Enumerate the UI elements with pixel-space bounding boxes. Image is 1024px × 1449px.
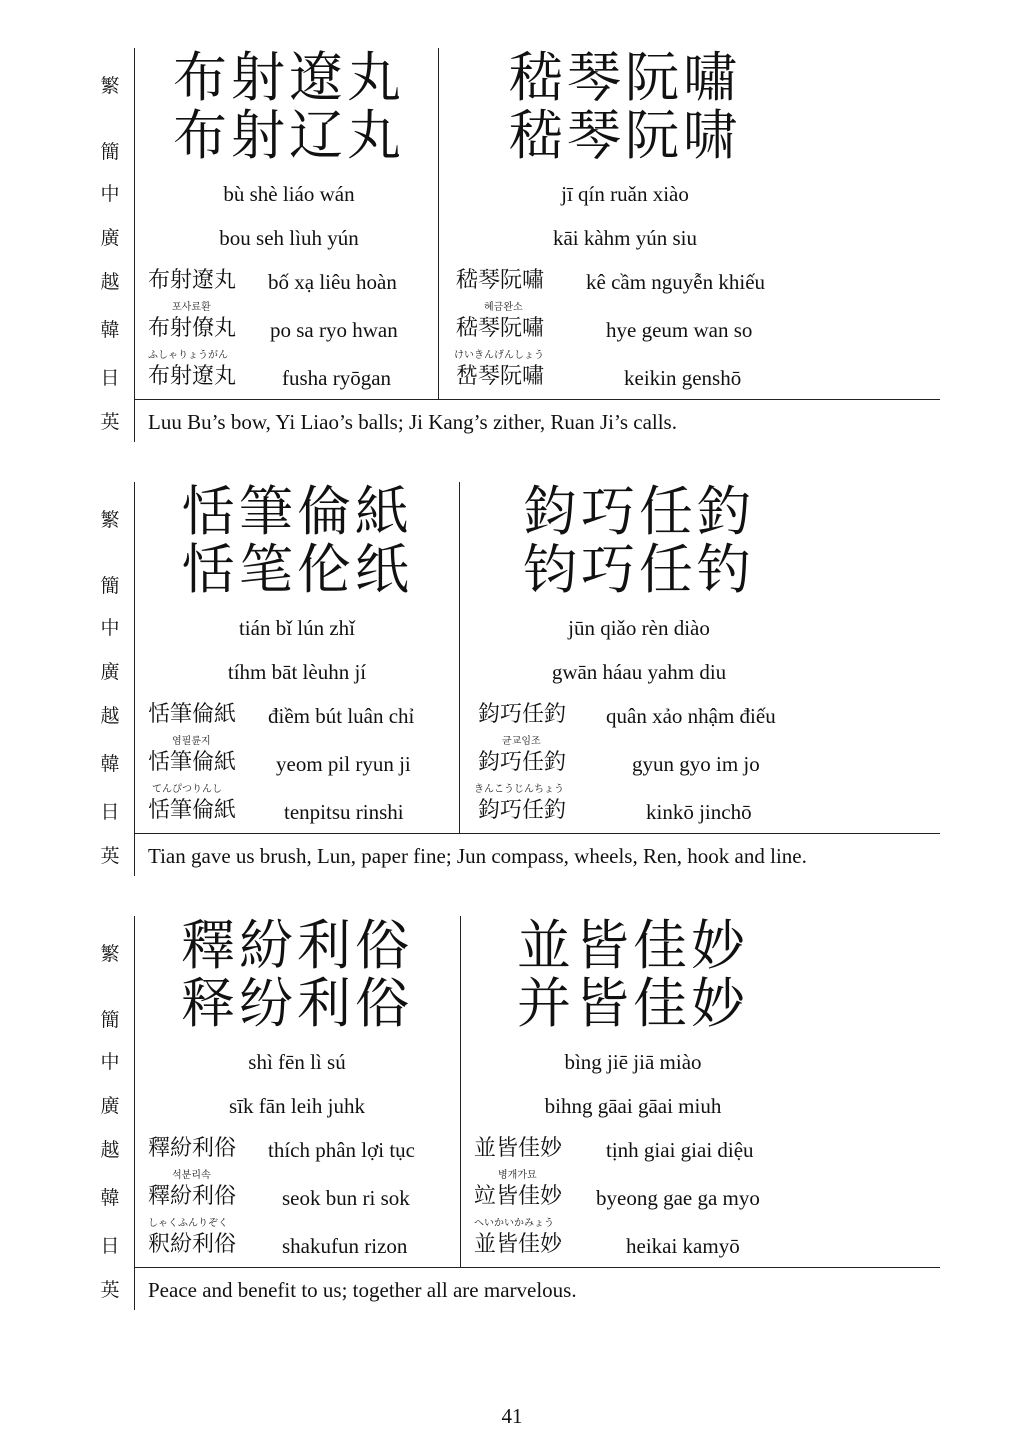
japanese-left: fusha ryōgan — [282, 366, 392, 390]
english-translation: Tian gave us brush, Lun, paper fine; Jun compass, wheels, Ren, hook and line. — [148, 844, 807, 868]
label-japanese: 日 — [100, 1235, 120, 1257]
left-rule — [134, 916, 135, 1310]
vietnamese-chars-left: 釋紛利俗 — [148, 1136, 237, 1161]
mandarin-left: shì fēn lì sú — [248, 1050, 346, 1074]
column-divider — [460, 916, 461, 1268]
korean-chars-right: 嵇琴阮嘯 — [456, 316, 545, 341]
japanese-chars-right: 嵆琴阮嘯 — [456, 364, 545, 389]
label-mandarin: 中 — [100, 1051, 120, 1073]
vietnamese-chars-left: 恬筆倫紙 — [148, 702, 237, 727]
cantonese-right: bihng gāai gāai miuh — [544, 1094, 722, 1118]
english-translation: Luu Bu’s bow, Yi Liao’s balls; Ji Kang’s zither, Ruan Ji’s calls. — [148, 410, 677, 434]
cantonese-left: bou seh lìuh yún — [219, 226, 359, 250]
label-korean: 韓 — [100, 1187, 120, 1209]
korean-right: gyun gyo im jo — [632, 752, 760, 776]
traditional-chars-right: 鈞巧任釣 — [523, 480, 755, 543]
label-english: 英 — [100, 411, 120, 433]
simplified-chars-left: 释纷利俗 — [181, 972, 413, 1035]
japanese-ruby-left: ふしゃりょうがん — [148, 350, 228, 361]
japanese-left: tenpitsu rinshi — [284, 800, 404, 824]
korean-left: yeom pil ryun ji — [276, 752, 411, 776]
korean-ruby-left: 포사료환 — [172, 302, 211, 313]
english-rule — [134, 399, 940, 400]
column-divider — [438, 48, 439, 400]
korean-ruby-right: 균교임조 — [502, 736, 541, 747]
vietnamese-left: bố xạ liêu hoàn — [268, 270, 397, 294]
korean-right: hye geum wan so — [606, 318, 753, 342]
label-simplified: 簡 — [100, 141, 120, 163]
korean-right: byeong gae ga myo — [596, 1186, 760, 1210]
left-rule — [134, 48, 135, 442]
traditional-chars-left: 釋紛利俗 — [181, 914, 413, 977]
cantonese-left: sīk fān leih juhk — [229, 1094, 365, 1118]
label-korean: 韓 — [100, 319, 120, 341]
simplified-chars-right: 钧巧任钓 — [523, 538, 755, 601]
label-cantonese: 廣 — [100, 1095, 120, 1117]
label-simplified: 簡 — [100, 575, 120, 597]
simplified-chars-left: 恬笔伦纸 — [181, 538, 413, 601]
vietnamese-left: điềm bút luân chỉ — [268, 704, 415, 728]
japanese-ruby-right: けいきんげんしょう — [454, 350, 544, 361]
label-vietnamese: 越 — [100, 1139, 120, 1161]
japanese-right: heikai kamyō — [626, 1234, 740, 1258]
japanese-chars-right: 並皆佳妙 — [474, 1232, 563, 1257]
label-english: 英 — [100, 1279, 120, 1301]
label-japanese: 日 — [100, 801, 120, 823]
label-vietnamese: 越 — [100, 705, 120, 727]
vietnamese-chars-left: 布射遼丸 — [148, 268, 237, 293]
label-japanese: 日 — [100, 367, 120, 389]
mandarin-right: jī qín ruǎn xiào — [561, 182, 689, 206]
label-vietnamese: 越 — [100, 271, 120, 293]
korean-ruby-right: 혜금완소 — [484, 302, 523, 313]
vietnamese-chars-right: 鈞巧任釣 — [478, 702, 567, 727]
label-traditional: 繁 — [100, 943, 120, 965]
label-korean: 韓 — [100, 753, 120, 775]
traditional-chars-right: 並皆佳妙 — [517, 914, 749, 977]
japanese-left: shakufun rizon — [282, 1234, 408, 1258]
label-cantonese: 廣 — [100, 227, 120, 249]
korean-ruby-right: 병개가묘 — [498, 1170, 537, 1181]
mandarin-right: bìng jiē jiā miào — [564, 1050, 702, 1074]
vietnamese-right: tịnh giai giai diệu — [606, 1138, 754, 1162]
vietnamese-chars-right: 並皆佳妙 — [474, 1136, 563, 1161]
label-traditional: 繁 — [100, 75, 120, 97]
label-traditional: 繁 — [100, 509, 120, 531]
japanese-ruby-right: きんこうじんちょう — [474, 784, 564, 795]
korean-ruby-left: 염필륜지 — [172, 736, 211, 747]
simplified-chars-left: 布射辽丸 — [173, 104, 405, 167]
simplified-chars-right: 并皆佳妙 — [517, 972, 749, 1035]
mandarin-left: bù shè liáo wán — [223, 182, 355, 206]
traditional-chars-right: 嵇琴阮嘯 — [509, 46, 741, 109]
japanese-chars-left: 恬筆倫紙 — [148, 798, 237, 823]
mandarin-left: tián bǐ lún zhǐ — [238, 616, 356, 640]
korean-ruby-left: 석분리속 — [172, 1170, 211, 1181]
vietnamese-right: kê cầm nguyễn khiếu — [586, 270, 766, 294]
korean-left: po sa ryo hwan — [270, 318, 398, 342]
japanese-ruby-right: へいかいかみょう — [474, 1218, 554, 1229]
korean-left: seok bun ri sok — [282, 1186, 410, 1210]
english-rule — [134, 1267, 940, 1268]
label-cantonese: 廣 — [100, 661, 120, 683]
label-mandarin: 中 — [100, 617, 120, 639]
label-english: 英 — [100, 845, 120, 867]
japanese-chars-left: 布射遼丸 — [148, 364, 237, 389]
simplified-chars-right: 嵇琴阮啸 — [509, 104, 741, 167]
japanese-right: keikin genshō — [624, 366, 742, 390]
japanese-ruby-left: しゃくふんりぞく — [148, 1218, 228, 1229]
japanese-chars-right: 鈞巧任釣 — [478, 798, 567, 823]
vietnamese-right: quân xảo nhậm điếu — [606, 704, 776, 728]
traditional-chars-left: 恬筆倫紙 — [181, 480, 413, 543]
mandarin-right: jūn qiǎo rèn diào — [568, 616, 710, 640]
cantonese-right: gwān háau yahm diu — [551, 660, 727, 684]
left-rule — [134, 482, 135, 876]
cantonese-right: kāi kàhm yún siu — [552, 226, 698, 250]
label-simplified: 簡 — [100, 1009, 120, 1031]
english-rule — [134, 833, 940, 834]
korean-chars-right: 竝皆佳妙 — [474, 1184, 563, 1209]
cantonese-left: tíhm bāt lèuhn jí — [227, 660, 367, 684]
korean-chars-left: 布射僚丸 — [148, 316, 237, 341]
vietnamese-chars-right: 嵇琴阮嘯 — [456, 268, 545, 293]
label-mandarin: 中 — [100, 183, 120, 205]
page-number: 41 — [501, 1404, 523, 1428]
korean-chars-right: 鈞巧任釣 — [478, 750, 567, 775]
english-translation: Peace and benefit to us; together all are marvelous. — [148, 1278, 577, 1302]
vietnamese-left: thích phân lợi tục — [268, 1138, 415, 1162]
korean-chars-left: 恬筆倫紙 — [148, 750, 237, 775]
column-divider — [459, 482, 460, 834]
korean-chars-left: 釋紛利俗 — [148, 1184, 237, 1209]
japanese-right: kinkō jinchō — [646, 800, 752, 824]
japanese-ruby-left: てんぴつりんし — [152, 784, 222, 795]
japanese-chars-left: 釈紛利俗 — [148, 1232, 237, 1257]
traditional-chars-left: 布射遼丸 — [173, 46, 405, 109]
